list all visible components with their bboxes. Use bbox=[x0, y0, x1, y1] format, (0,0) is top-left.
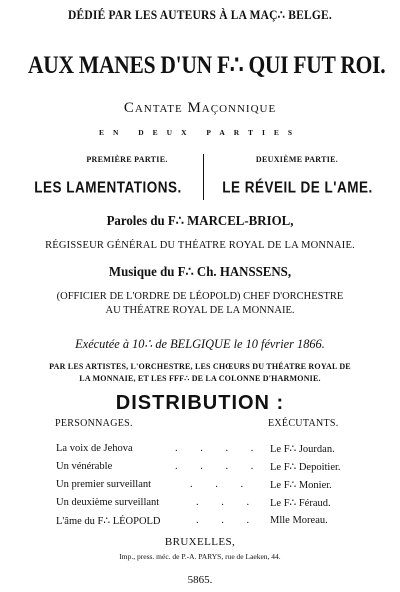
leader-dots: . . . . bbox=[175, 461, 264, 472]
leader-dots: . . . . bbox=[175, 443, 264, 454]
cast-row bbox=[0, 443, 400, 461]
performers-line-1: PAR LES ARTISTES, L'ORCHESTRE, LES CHŒURS DU THÉATRE ROYAL DE bbox=[49, 362, 351, 371]
parts-divider bbox=[203, 154, 204, 200]
characters-column-heading: PERSONNAGES. bbox=[55, 418, 133, 429]
cast-performer: Le F∴ Jourdan. bbox=[270, 444, 335, 455]
print-number: 5865. bbox=[187, 574, 213, 586]
cast-row bbox=[0, 515, 400, 533]
leader-dots: . . . bbox=[196, 515, 260, 526]
cast-row bbox=[0, 497, 400, 515]
second-part-title: LE RÉVEIL DE L'AME. bbox=[222, 178, 373, 197]
first-part-title: LES LAMENTATIONS. bbox=[34, 178, 182, 197]
performance-date: Exécutée à 10∴ de BELGIQUE le 10 février 1866. bbox=[75, 336, 325, 351]
subtitle: Cantate Maçonnique bbox=[123, 100, 277, 116]
cast-role: La voix de Jehova bbox=[56, 443, 133, 454]
cast-performer: Mlle Moreau. bbox=[270, 515, 328, 526]
lyrics-credit-role: RÉGISSEUR GÉNÉRAL DU THÉATRE ROYAL DE LA MONNAIE. bbox=[45, 240, 355, 251]
performers-column-heading: EXÉCUTANTS. bbox=[268, 418, 339, 429]
cast-role: L'âme du F∴ LÉOPOLD bbox=[56, 516, 161, 527]
performers-line-2: LA MONNAIE, ET LES FFF∴ DE LA COLONNE D'HARMONIE. bbox=[79, 374, 321, 383]
cast-row bbox=[0, 479, 400, 497]
main-title: AUX MANES D'UN F∴ QUI FUT ROI. bbox=[28, 52, 386, 79]
cast-performer: Le F∴ Monier. bbox=[270, 480, 332, 491]
lyrics-credit: Paroles du F∴ MARCEL-BRIOL, bbox=[106, 214, 294, 229]
music-credit-role-2: AU THÉATRE ROYAL DE LA MONNAIE. bbox=[105, 305, 295, 316]
first-part-label: PREMIÈRE PARTIE. bbox=[86, 155, 168, 164]
parts-line: EN DEUX PARTIES bbox=[98, 128, 302, 137]
leader-dots: . . . bbox=[190, 479, 254, 490]
distribution-heading: DISTRIBUTION : bbox=[115, 392, 285, 414]
leader-dots: . . . bbox=[196, 497, 260, 508]
printer-line: Imp., press. méc. de P.-A. PARYS, rue de Laeken, 44. bbox=[119, 552, 281, 561]
cast-role: Un vénérable bbox=[56, 461, 113, 472]
cast-role: Un premier surveillant bbox=[56, 479, 152, 490]
cast-performer: Le F∴ Féraud. bbox=[270, 498, 331, 509]
music-credit: Musique du F∴ Ch. HANSSENS, bbox=[108, 265, 292, 280]
music-credit-role-1: (OFFICIER DE L'ORDRE DE LÉOPOLD) CHEF D'ORCHESTRE bbox=[56, 291, 344, 302]
cast-role: Un deuxième surveillant bbox=[56, 497, 160, 508]
dedication-line: DÉDIÉ PAR LES AUTEURS À LA MAÇ∴ BELGE. bbox=[68, 9, 332, 23]
cast-row bbox=[0, 461, 400, 479]
second-part-label: DEUXIÈME PARTIE. bbox=[255, 155, 339, 164]
publication-city: BRUXELLES, bbox=[164, 536, 236, 548]
cast-performer: Le F∴ Depoitier. bbox=[270, 462, 341, 473]
